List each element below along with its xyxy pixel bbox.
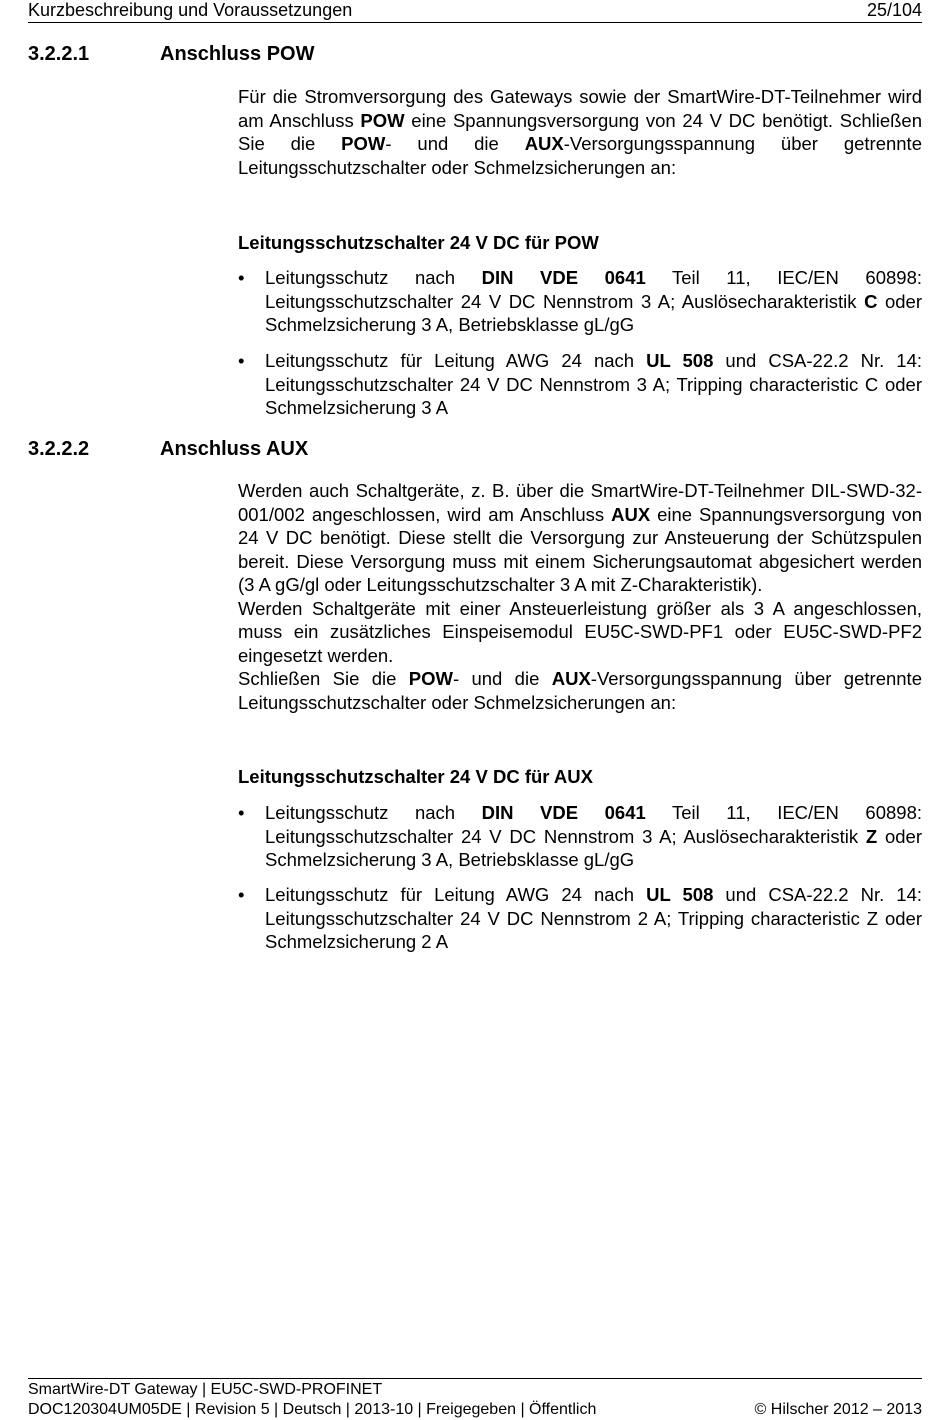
section-number: 3.2.2.1 <box>28 43 90 65</box>
text-run: Leitungsschutz für Leitung AWG 24 nach <box>265 350 647 371</box>
aux-subheading: Leitungsschutzschalter 24 V DC für AUX <box>238 766 593 787</box>
aux-body <box>238 479 922 714</box>
bullet-icon: • <box>238 350 245 371</box>
text-run: -Versorgungsspannung über getrennte Leitungsschutzschalter oder Schmelzsicherungen an: <box>238 133 922 178</box>
text-run: Leitungsschutz nach <box>265 267 482 288</box>
paragraph <box>238 667 922 714</box>
text-run: Für die Stromversorgung des Gateways sowie der SmartWire-DT-Teilnehmer wird am Anschluss <box>238 86 922 131</box>
header-page-number: 25/104 <box>866 0 922 20</box>
list-item-text <box>265 349 922 420</box>
text-run: Schließen Sie die <box>238 668 409 689</box>
bold-term: POW <box>408 668 453 689</box>
bold-term: AUX <box>524 133 564 154</box>
paragraph <box>238 85 922 179</box>
pow-intro-paragraph <box>238 85 922 179</box>
header-chapter-title: Kurzbeschreibung und Voraussetzungen <box>28 0 353 20</box>
text-run: - und die <box>385 133 525 154</box>
list-item-text <box>265 883 922 954</box>
text-run: und CSA-22.2 Nr. 14: Leitungsschutzschalter 24 V DC Nennstrom 2 A; Tripping characteristic Z oder Schmelzsicherung 2 A <box>265 884 922 952</box>
bullet-icon: • <box>238 884 245 905</box>
paragraph <box>238 597 922 668</box>
text-run: Teil 11, IEC/EN 60898: Leitungsschutzschalter 24 V DC Nennstrom 3 A; Auslösecharakteristik <box>265 802 922 847</box>
bold-term: POW <box>360 109 405 131</box>
bold-term: DIN VDE 0641 <box>481 267 646 288</box>
bullet-icon: • <box>238 802 245 823</box>
page-header <box>28 0 922 23</box>
bold-term: UL 508 <box>646 350 714 371</box>
text-run: Leitungsschutz nach <box>265 802 482 823</box>
text-run: Werden auch Schaltgeräte, z. B. über die SmartWire-DT-Teilnehmer DIL-SWD-32-001/002 angeschlossen, wird am Anschluss <box>238 480 922 525</box>
text-run: oder Schmelzsicherung 3 A, Betriebsklasse gL/gG <box>265 825 922 870</box>
list-item-text <box>265 801 922 872</box>
footer-copyright: © Hilscher 2012 – 2013 <box>754 1401 922 1418</box>
bold-term: Z <box>865 825 878 847</box>
page-footer <box>28 1378 922 1418</box>
bullet-icon: • <box>238 267 245 288</box>
text-run: und CSA-22.2 Nr. 14: Leitungsschutzschalter 24 V DC Nennstrom 3 A; Tripping characteristic C oder Schmelzsicherung 3 A <box>265 350 922 418</box>
text-run: eine Spannungsversorgung von 24 V DC benötigt. Diese stellt die Versorgung zur Ansteuerung der Schützspulen bereit. Diese Versorgung muss mit einem Sicherungsautomat abgesichert werden (3 A gG/gl oder Leitungsschutzschalter 3 A mit Z-Charakteristik). <box>238 503 922 595</box>
text-run: -Versorgungsspannung über getrennte Leitungsschutzschalter oder Schmelzsicherungen an: <box>238 668 922 713</box>
text-run: Werden Schaltgeräte mit einer Ansteuerleistung größer als 3 A angeschlossen, muss ein zusätzliches Einspeisemodul EU5C-SWD-PF1 oder EU5C-SWD-PF2 eingesetzt werden. <box>238 597 922 666</box>
list-item-text <box>265 266 922 337</box>
paragraph <box>238 479 922 597</box>
pow-subheading: Leitungsschutzschalter 24 V DC für POW <box>238 232 599 253</box>
bold-term: UL 508 <box>646 884 714 905</box>
text-run: Teil 11, IEC/EN 60898: Leitungsschutzschalter 24 V DC Nennstrom 3 A; Auslösecharakteristik <box>265 267 922 312</box>
section-number: 3.2.2.2 <box>28 438 90 460</box>
section-title: Anschluss AUX <box>160 438 309 460</box>
footer-document-info: DOC120304UM05DE | Revision 5 | Deutsch | 2013-10 | Freigegeben | Öffentlich <box>28 1401 597 1418</box>
bold-term: AUX <box>551 668 591 689</box>
bold-term: DIN VDE 0641 <box>481 802 646 823</box>
text-run: - und die <box>452 668 552 689</box>
bold-term: AUX <box>611 503 651 525</box>
bold-term: C <box>864 290 878 312</box>
section-title: Anschluss POW <box>160 43 315 65</box>
text-run: Leitungsschutz für Leitung AWG 24 nach <box>265 884 647 905</box>
bold-term: POW <box>341 133 386 154</box>
text-run: eine Spannungsversorgung von 24 V DC benötigt. Schließen Sie die <box>238 109 922 154</box>
text-run: oder Schmelzsicherung 3 A, Betriebsklasse gL/gG <box>265 290 922 335</box>
footer-product: SmartWire-DT Gateway | EU5C-SWD-PROFINET <box>28 1381 383 1398</box>
